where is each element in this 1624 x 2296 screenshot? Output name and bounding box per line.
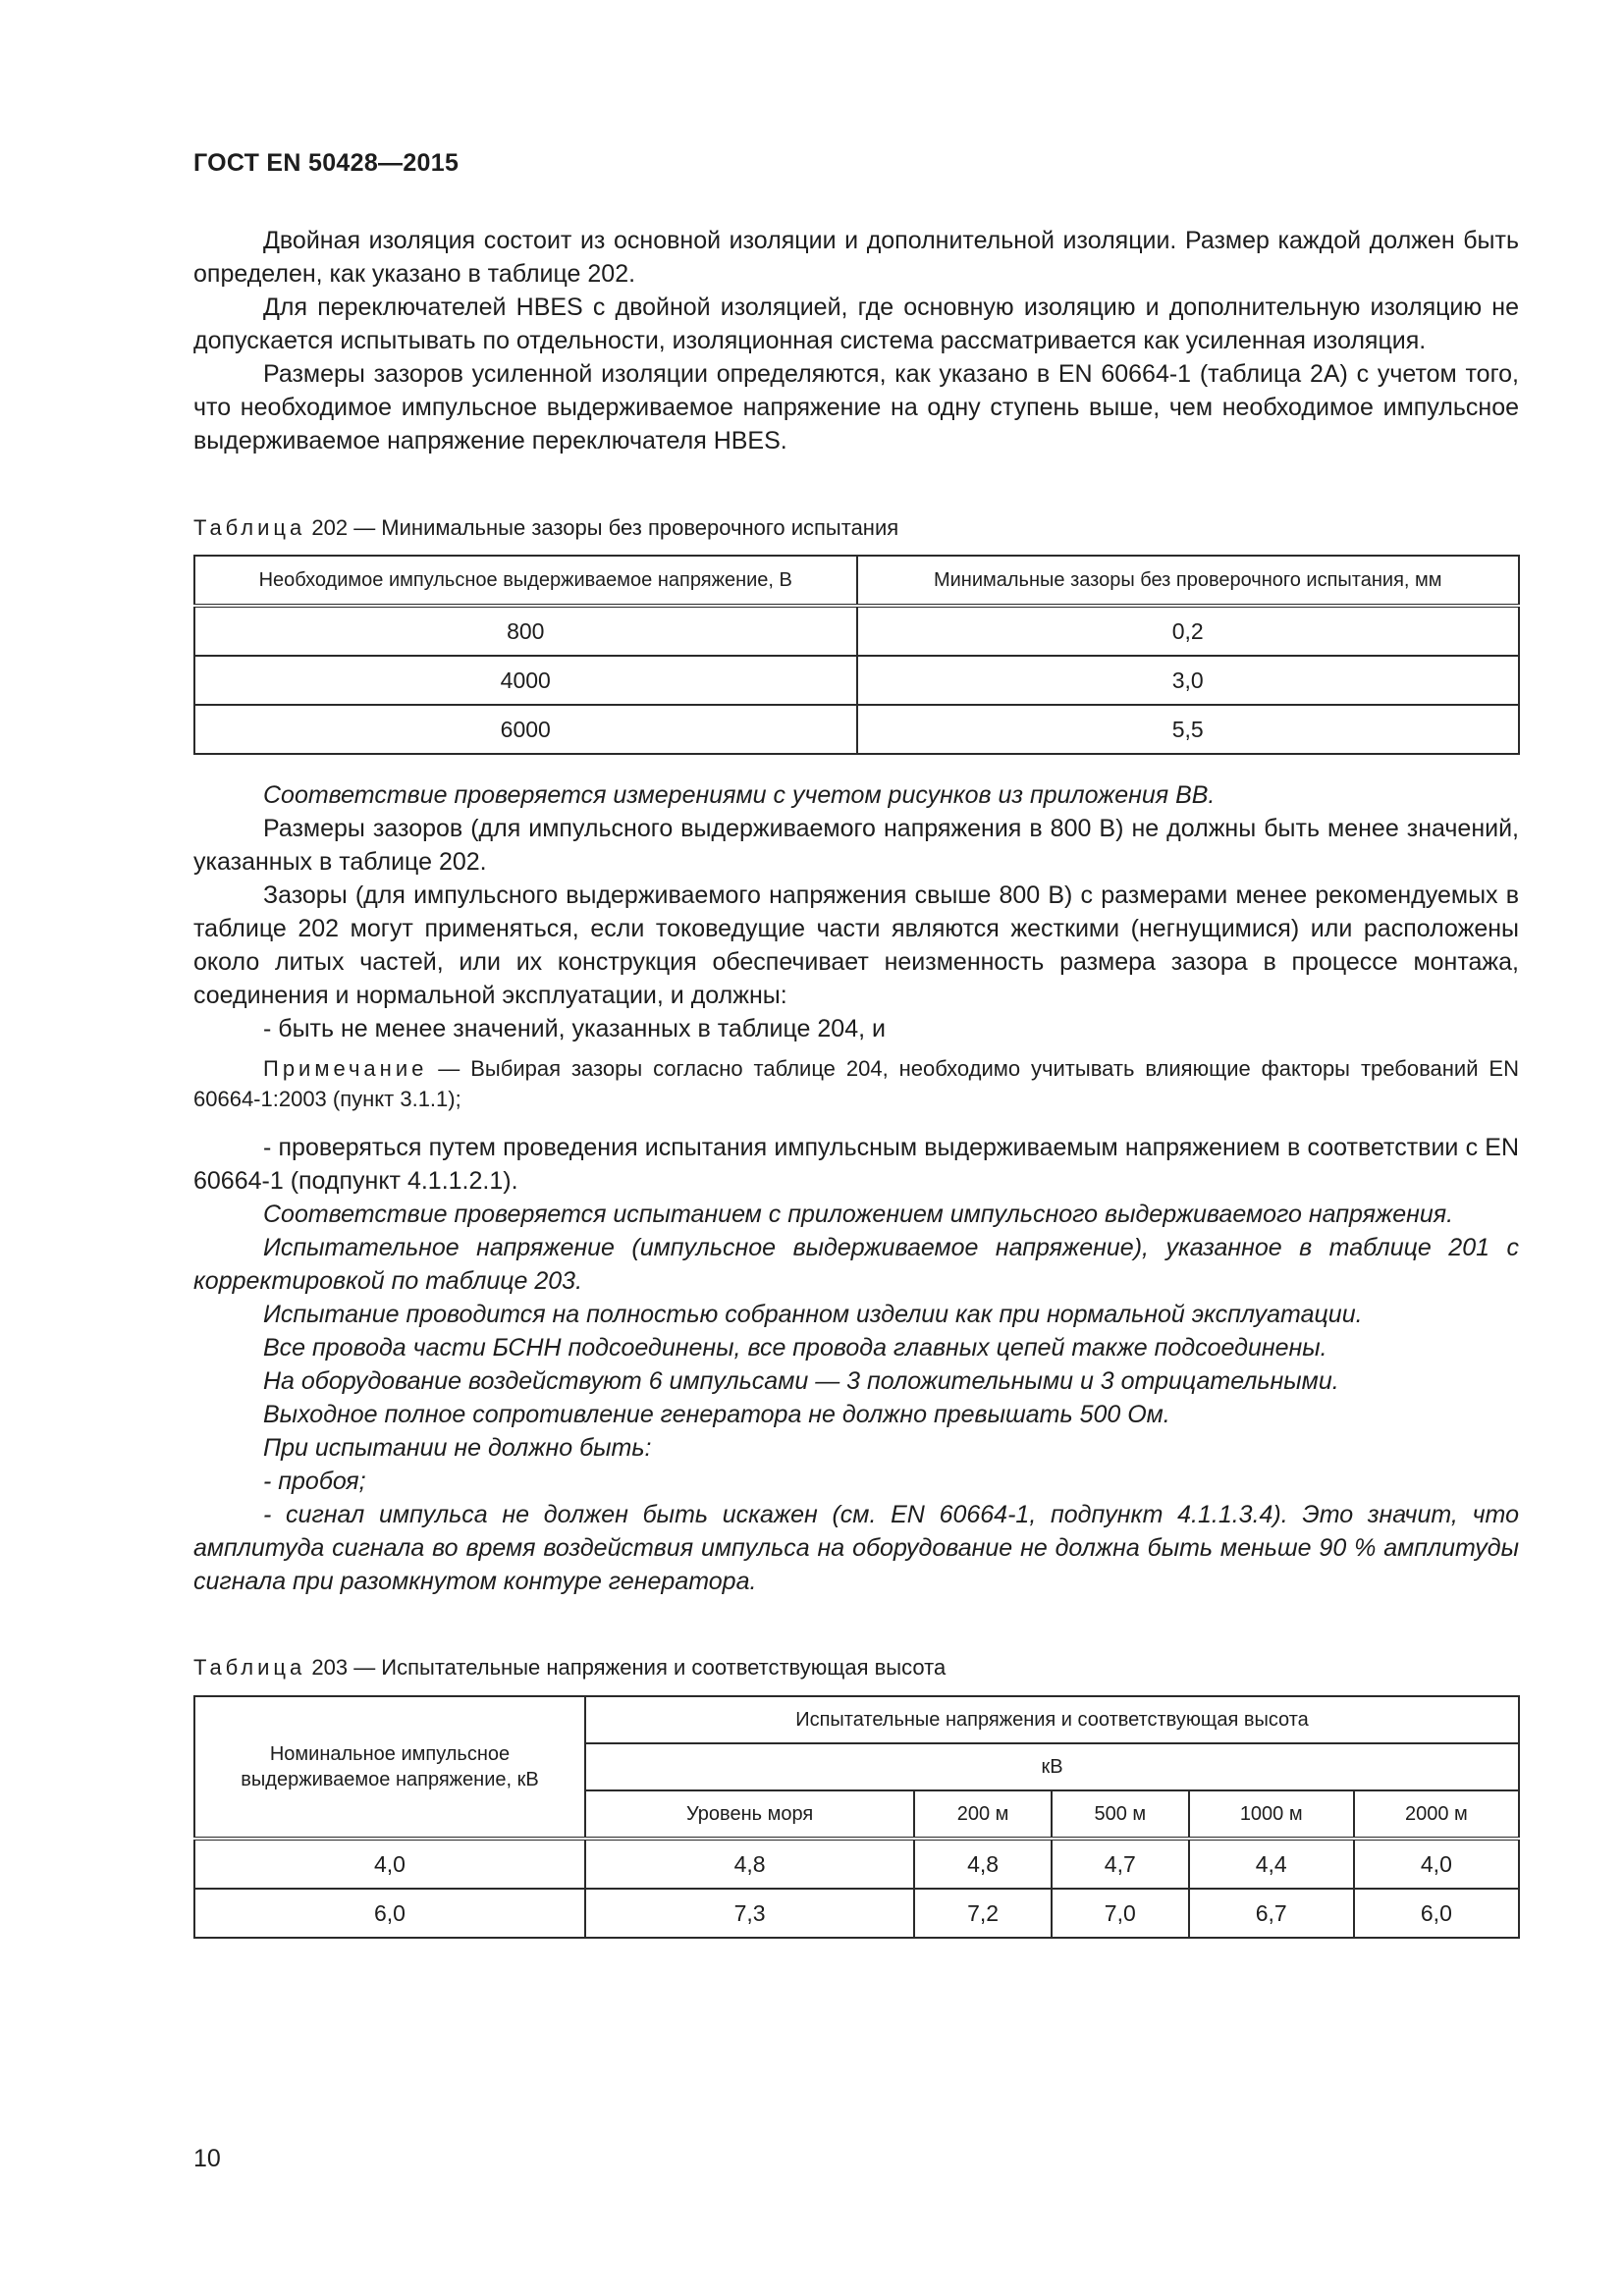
table-cell: 3,0 bbox=[857, 656, 1520, 705]
table-cell: 6000 bbox=[194, 705, 857, 754]
compliance-paragraph: Соответствие проверяется измерениями с учетом рисунков из приложения ВВ. bbox=[263, 781, 1216, 809]
document-header: ГОСТ EN 50428—2015 bbox=[193, 149, 460, 177]
body-paragraph: Размеры зазоров (для импульсного выдерживаемого напряжения в 800 В) не должны быть менее значений, указанных в таблице 202. bbox=[193, 815, 1519, 876]
caption-text: 202 — Минимальные зазоры без проверочного испытания bbox=[305, 515, 899, 540]
body-paragraph: Зазоры (для импульсного выдерживаемого напряжения свыше 800 В) с размерами менее рекомендуемых в таблице 202 могут применяться, если токоведущие части являются жесткими (негнущимися) или расположены около литых частей, или их конструкция обеспечивает неизменность размера зазора в процессе монтажа, соединения и нормальной эксплуатации, и должны: bbox=[193, 881, 1519, 1009]
compliance-paragraph: Испытание проводится на полностью собранном изделии как при нормальной эксплуатации. bbox=[263, 1301, 1363, 1328]
caption-label: Таблица bbox=[193, 1655, 306, 1680]
table-cell: 4,4 bbox=[1189, 1839, 1354, 1889]
note-label: Примечание bbox=[263, 1056, 428, 1081]
table-cell: 0,2 bbox=[857, 606, 1520, 656]
compliance-paragraph: Соответствие проверяется испытанием с приложением импульсного выдерживаемого напряжения. bbox=[263, 1201, 1454, 1228]
note-block bbox=[193, 1053, 1519, 1114]
table-cell: 5,5 bbox=[857, 705, 1520, 754]
list-item: - сигнал импульса не должен быть искажен (см. EN 60664-1, подпункт 4.1.1.3.4). Это значит, что амплитуда сигнала во время воздействия импульса на оборудование не должна быть меньше 90 % амплитуды сигнала при разомкнутом контуре генератора. bbox=[193, 1501, 1519, 1595]
list-item: - пробоя; bbox=[263, 1468, 366, 1495]
compliance-paragraph: На оборудование воздействуют 6 импульсами — 3 положительными и 3 отрицательными. bbox=[263, 1367, 1339, 1395]
table-row bbox=[194, 656, 1519, 705]
table-cell: 4000 bbox=[194, 656, 857, 705]
table-cell: 800 bbox=[194, 606, 857, 656]
table-203-caption bbox=[193, 1655, 946, 1681]
intro-paragraph: Для переключателей HBES с двойной изоляцией, где основную изоляцию и дополнительную изоляцию не допускается испытывать по отдельности, изоляционная система рассматривается как усиленная изоляция. bbox=[193, 294, 1519, 354]
table-row bbox=[194, 705, 1519, 754]
table-cell: 4,7 bbox=[1052, 1839, 1189, 1889]
table-202 bbox=[193, 555, 1520, 755]
table-cell: 4,8 bbox=[585, 1839, 914, 1889]
table-cell: 7,2 bbox=[914, 1889, 1052, 1938]
intro-paragraph: Двойная изоляция состоит из основной изоляции и дополнительной изоляции. Размер каждой должен быть определен, как указано в таблице 202. bbox=[193, 227, 1519, 288]
table-203-col-altitude: 500 м bbox=[1052, 1790, 1189, 1839]
table-cell: 4,0 bbox=[1354, 1839, 1519, 1889]
table-row bbox=[194, 1839, 1519, 1889]
table-203-col-nominal: Номинальное импульсное выдерживаемое напряжение, кВ bbox=[194, 1696, 585, 1839]
table-cell: 4,0 bbox=[194, 1839, 585, 1889]
table-203 bbox=[193, 1695, 1520, 1939]
table-203-col-altitude: Уровень моря bbox=[585, 1790, 914, 1839]
table-202-col-voltage: Необходимое импульсное выдерживаемое напряжение, В bbox=[194, 556, 857, 606]
page-number: 10 bbox=[193, 2145, 221, 2172]
table-cell: 7,0 bbox=[1052, 1889, 1189, 1938]
compliance-paragraph: При испытании не должно быть: bbox=[263, 1434, 652, 1462]
list-item: - проверяться путем проведения испытания импульсным выдерживаемым напряжением в соответствии с EN 60664-1 (подпункт 4.1.1.2.1). bbox=[193, 1134, 1519, 1195]
lower-text bbox=[193, 1131, 1519, 1598]
table-203-col-altitude: 1000 м bbox=[1189, 1790, 1354, 1839]
intro-text bbox=[193, 224, 1519, 457]
note-text: — Выбирая зазоры согласно таблице 204, необходимо учитывать влияющие факторы требований EN 60664-1:2003 (пункт 3.1.1); bbox=[193, 1056, 1519, 1111]
table-row bbox=[194, 606, 1519, 656]
compliance-paragraph: Испытательное напряжение (импульсное выдерживаемое напряжение), указанное в таблице 201 с корректировкой по таблице 203. bbox=[193, 1234, 1519, 1295]
table-202-col-clearance: Минимальные зазоры без проверочного испытания, мм bbox=[857, 556, 1520, 606]
table-203-col-altitude: 200 м bbox=[914, 1790, 1052, 1839]
compliance-paragraph: Все провода части БСНН подсоединены, все провода главных цепей также подсоединены. bbox=[263, 1334, 1327, 1362]
middle-text bbox=[193, 778, 1519, 1045]
list-item: - быть не менее значений, указанных в таблице 204, и bbox=[263, 1015, 886, 1042]
table-203-group-header: Испытательные напряжения и соответствующая высота bbox=[585, 1696, 1519, 1743]
table-cell: 6,0 bbox=[194, 1889, 585, 1938]
table-row bbox=[194, 1889, 1519, 1938]
caption-label: Таблица bbox=[193, 515, 306, 540]
table-cell: 4,8 bbox=[914, 1839, 1052, 1889]
table-cell: 6,0 bbox=[1354, 1889, 1519, 1938]
table-cell: 7,3 bbox=[585, 1889, 914, 1938]
compliance-paragraph: Выходное полное сопротивление генератора не должно превышать 500 Ом. bbox=[263, 1401, 1170, 1428]
caption-text: 203 — Испытательные напряжения и соответствующая высота bbox=[305, 1655, 947, 1680]
table-203-unit: кВ bbox=[585, 1743, 1519, 1790]
table-203-col-altitude: 2000 м bbox=[1354, 1790, 1519, 1839]
table-cell: 6,7 bbox=[1189, 1889, 1354, 1938]
intro-paragraph: Размеры зазоров усиленной изоляции определяются, как указано в EN 60664-1 (таблица 2А) с учетом того, что необходимое импульсное выдерживаемое напряжение на одну ступень выше, чем необходимое импульсное выдерживаемое напряжение переключателя HBES. bbox=[193, 360, 1519, 454]
table-202-caption bbox=[193, 515, 898, 541]
